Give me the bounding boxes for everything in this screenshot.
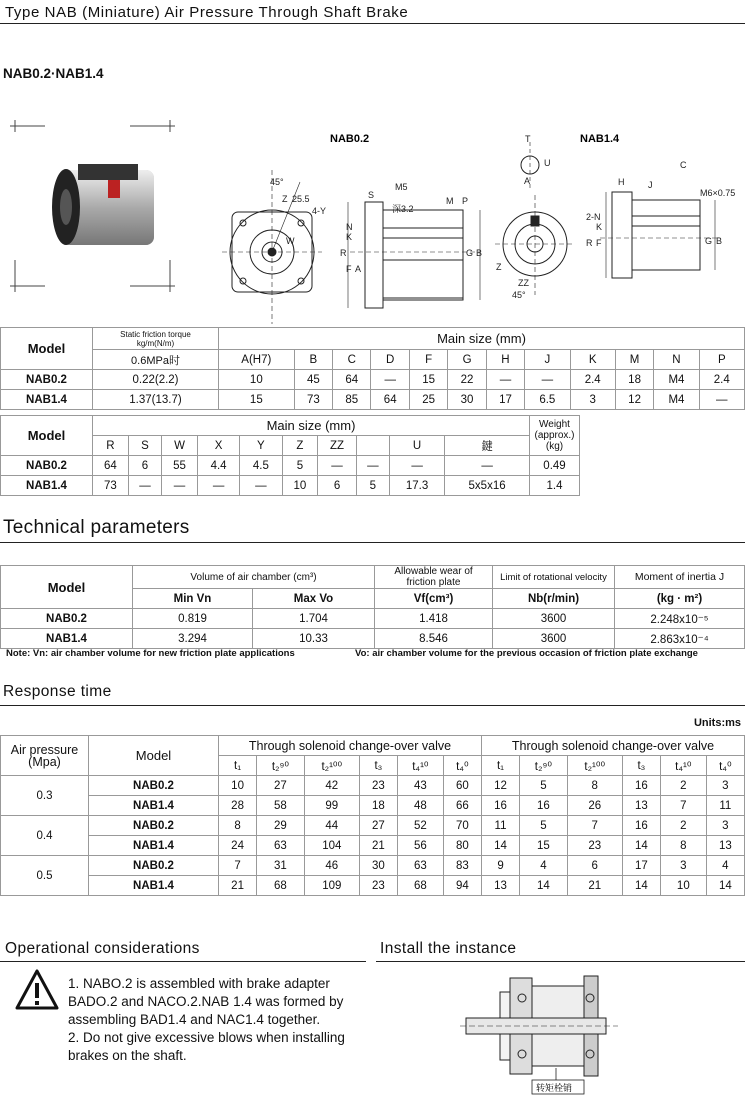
value-cell: 28 [219,796,257,816]
model-cell: NAB1.4 [89,876,219,896]
nab14-front-view [495,142,575,295]
wear-sub-header: Vf(cm³) [375,589,493,609]
value-cell: 5 [520,776,568,796]
weight-header: Weight (approx.) (kg) [530,416,580,456]
col-header: A(H7) [219,350,295,370]
value-cell: 4 [520,856,568,876]
svg-text:J: J [648,180,653,190]
value-cell: 52 [398,816,444,836]
tech-table [0,565,745,649]
svg-text:A: A [524,176,531,186]
rot-header: Limit of rotational velocity [493,566,615,589]
sub-header: t₁ [481,756,519,776]
inertia-header: Moment of inertia J [615,566,745,589]
value-cell: 3 [706,776,744,796]
col-header: R [93,436,129,456]
title-rule [0,23,745,24]
table-row [1,836,745,856]
sub-header: t₂⁹⁰ [257,756,305,776]
min-header: Min Vn [133,589,253,609]
install-rule [376,961,745,962]
plug-label: 转矩栓销 [536,1083,573,1093]
value-cell: 13 [706,836,744,856]
table-row: NAB1.4 3.294 10.33 8.546 3600 2.863x10⁻⁴ [1,629,745,649]
value-cell: 26 [567,796,622,816]
svg-text:45°: 45° [512,290,526,300]
col-header: Z [282,436,318,456]
group-header-b: Through solenoid change-over valve [481,736,744,756]
max-header: Max Vo [253,589,375,609]
inertia-sub-header: (kg · m²) [615,589,745,609]
subtitle: NAB0.2·NAB1.4 [3,66,104,81]
value-cell: 14 [706,876,744,896]
brake-photo [52,164,154,245]
sub-header: t₃ [622,756,660,776]
svg-text:F: F [596,238,602,248]
model-cell: NAB0.2 [89,776,219,796]
model-cell: NAB1.4 [89,836,219,856]
value-cell: 68 [398,876,444,896]
value-cell: 24 [219,836,257,856]
value-cell: 27 [359,816,397,836]
model-cell: NAB0.2 [89,856,219,876]
value-cell: 46 [304,856,359,876]
note-left: Note: Vn: air chamber volume for new friction plate applications [6,648,295,659]
svg-text:K: K [596,222,603,232]
svg-text:Z: Z [496,262,502,272]
value-cell: 43 [398,776,444,796]
svg-text:U: U [544,158,551,168]
install-drawing [440,968,620,1100]
value-cell: 21 [219,876,257,896]
value-cell: 14 [622,876,660,896]
dimension-labels [270,134,735,300]
value-cell: 30 [359,856,397,876]
value-cell: 8 [660,836,706,856]
value-cell: 13 [481,876,519,896]
col-header: S [128,436,161,456]
col-header: U [389,436,444,456]
value-cell: 23 [359,776,397,796]
value-cell: 16 [622,776,660,796]
value-cell: 104 [304,836,359,856]
value-cell: 58 [257,796,305,816]
svg-text:M5: M5 [395,182,408,192]
svg-text:G: G [705,236,713,246]
torque-header: Static friction torque kg/m(N/m) [93,328,219,350]
svg-text:R: R [340,248,347,258]
svg-text:B: B [476,248,483,258]
torque-sub-header: 0.6MPa时 [93,350,219,370]
main-size-header: Main size (mm) [93,416,530,436]
value-cell: 80 [443,836,481,856]
value-cell: 66 [443,796,481,816]
value-cell: 70 [443,816,481,836]
dimensions-table-1 [0,327,745,410]
value-cell: 18 [359,796,397,816]
value-cell: 63 [257,836,305,856]
value-cell: 23 [359,876,397,896]
model-header: Model [89,736,219,776]
table-row [1,876,745,896]
svg-text:N: N [346,222,353,232]
rot-sub-header: Nb(r/min) [493,589,615,609]
table-row [1,796,745,816]
value-cell: 63 [398,856,444,876]
value-cell: 16 [481,796,519,816]
value-cell: 99 [304,796,359,816]
value-cell: 68 [257,876,305,896]
model-header: Model [1,328,93,370]
table-row: NAB1.4 73 — — — — 10 6 5 17.3 5x5x16 1.4 [1,476,580,496]
col-header: B [294,350,332,370]
sub-header: t₂¹⁰⁰ [567,756,622,776]
dimensions-table-2 [0,415,580,496]
svg-text:Z: Z [282,194,288,204]
value-cell: 83 [443,856,481,876]
table-row: NAB1.4 1.37(13.7) 15 73 85 64 25 30 17 6.5 3 12 M4 — [1,390,745,410]
main-size-header: Main size (mm) [219,328,745,350]
svg-text:F: F [346,264,352,274]
col-header [356,436,389,456]
col-header: J [525,350,570,370]
value-cell: 16 [622,816,660,836]
value-cell: 17 [622,856,660,876]
operational-rule [0,961,366,962]
model-header: Model [1,566,133,609]
value-cell: 8 [219,816,257,836]
svg-text:45°: 45° [270,177,284,187]
table-row: NAB0.2 64 6 55 4.4 4.5 5 — — — — 0.49 [1,456,580,476]
air-header: Air pressure (Mpa) [1,736,89,776]
value-cell: 44 [304,816,359,836]
svg-text:4-Y: 4-Y [312,206,327,216]
col-header: M [615,350,653,370]
value-cell: 11 [481,816,519,836]
value-cell: 11 [706,796,744,816]
value-cell: 3 [660,856,706,876]
value-cell: 14 [622,836,660,856]
value-cell: 48 [398,796,444,816]
response-table [0,735,745,896]
table-row [1,856,745,876]
value-cell: 42 [304,776,359,796]
tech-heading: Technical parameters [3,517,190,538]
response-rule [0,705,745,706]
sub-header: t₂¹⁰⁰ [304,756,359,776]
value-cell: 60 [443,776,481,796]
warning-icon [14,968,60,1012]
model-cell: NAB1.4 [89,796,219,816]
sub-header: t₄¹⁰ [398,756,444,776]
value-cell: 10 [219,776,257,796]
value-cell: 2 [660,816,706,836]
svg-text:G: G [466,248,474,258]
svg-text:K: K [346,232,353,242]
note-right: Vo: air chamber volume for the previous occasion of friction plate exchange [355,648,698,659]
col-header: P [699,350,744,370]
svg-text:B: B [716,236,723,246]
value-cell: 9 [481,856,519,876]
svg-text:T: T [525,134,531,144]
svg-text:A: A [355,264,362,274]
value-cell: 29 [257,816,305,836]
value-cell: 27 [257,776,305,796]
nab02-label: NAB0.2 [330,133,370,145]
pressure-cell: 0.3 [1,776,89,816]
value-cell: 21 [567,876,622,896]
sub-header: t₂⁹⁰ [520,756,568,776]
table-row: NAB0.2 0.819 1.704 1.418 3600 2.248x10⁻⁵ [1,609,745,629]
col-header: X [197,436,239,456]
value-cell: 7 [660,796,706,816]
value-cell: 8 [567,776,622,796]
tech-rule [0,542,745,543]
svg-text:深3.2: 深3.2 [392,204,414,214]
nab14-side-view [600,192,723,278]
operational-heading: Operational considerations [5,940,200,957]
units-label: Units:ms [693,717,741,729]
vol-header: Volume of air chamber (cm³) [133,566,375,589]
col-header: W [162,436,198,456]
value-cell: 31 [257,856,305,876]
value-cell: 12 [481,776,519,796]
col-header: D [371,350,409,370]
table-row [1,776,745,796]
response-heading: Response time [3,683,112,700]
svg-text:R: R [586,238,593,248]
col-header: ZZ [318,436,356,456]
wear-header: Allowable wear of friction plate [375,566,493,589]
figure-area [0,110,745,325]
col-header: H [486,350,524,370]
svg-text:P: P [462,196,469,206]
nab14-label: NAB1.4 [580,133,620,145]
value-cell: 7 [567,816,622,836]
col-header: Y [240,436,282,456]
svg-text:W: W [286,236,295,246]
value-cell: 5 [520,816,568,836]
col-header: F [409,350,447,370]
svg-text:M6×0.75: M6×0.75 [700,188,736,198]
value-cell: 7 [219,856,257,876]
svg-text:25.5: 25.5 [292,194,310,204]
value-cell: 14 [520,876,568,896]
install-heading: Install the instance [380,940,517,957]
value-cell: 4 [706,856,744,876]
nab02-side-view [348,202,483,308]
value-cell: 6 [567,856,622,876]
sub-header: t₁ [219,756,257,776]
value-cell: 16 [520,796,568,816]
value-cell: 13 [622,796,660,816]
value-cell: 14 [481,836,519,856]
col-header: K [570,350,615,370]
svg-text:H: H [618,177,625,187]
value-cell: 21 [359,836,397,856]
sub-header: t₃ [359,756,397,776]
svg-text:2-N: 2-N [586,212,601,222]
value-cell: 15 [520,836,568,856]
page-title: Type NAB (Miniature) Air Pressure Through Shaft Brake [5,4,409,21]
table-row [1,816,745,836]
operational-text: 1. NABO.2 is assembled with brake adapter BADO.2 and NACO.2.NAB 1.4 was formed by assembling BAD1.4 and NAC1.4 together. 2. Do not give excessive blows when installing brakes on the shaft. [68,976,345,1063]
pressure-cell: 0.5 [1,856,89,896]
svg-text:M: M [446,196,454,206]
value-cell: 109 [304,876,359,896]
col-header: G [448,350,486,370]
svg-text:S: S [368,190,375,200]
svg-text:ZZ: ZZ [518,278,529,288]
model-header: Model [1,416,93,456]
sub-header: t₄¹⁰ [660,756,706,776]
svg-text:C: C [680,160,687,170]
value-cell: 10 [660,876,706,896]
sub-header: t₄⁰ [706,756,744,776]
group-header-a: Through solenoid change-over valve [219,736,482,756]
value-cell: 56 [398,836,444,856]
value-cell: 3 [706,816,744,836]
col-header: C [333,350,371,370]
technical-drawings [0,110,745,325]
col-header: 鍵 [445,436,530,456]
value-cell: 94 [443,876,481,896]
value-cell: 2 [660,776,706,796]
col-header: N [654,350,699,370]
model-cell: NAB0.2 [89,816,219,836]
pressure-cell: 0.4 [1,816,89,856]
value-cell: 23 [567,836,622,856]
table-row: NAB0.2 0.22(2.2) 10 45 64 — 15 22 — — 2.4 18 M4 2.4 [1,370,745,390]
sub-header: t₄⁰ [443,756,481,776]
